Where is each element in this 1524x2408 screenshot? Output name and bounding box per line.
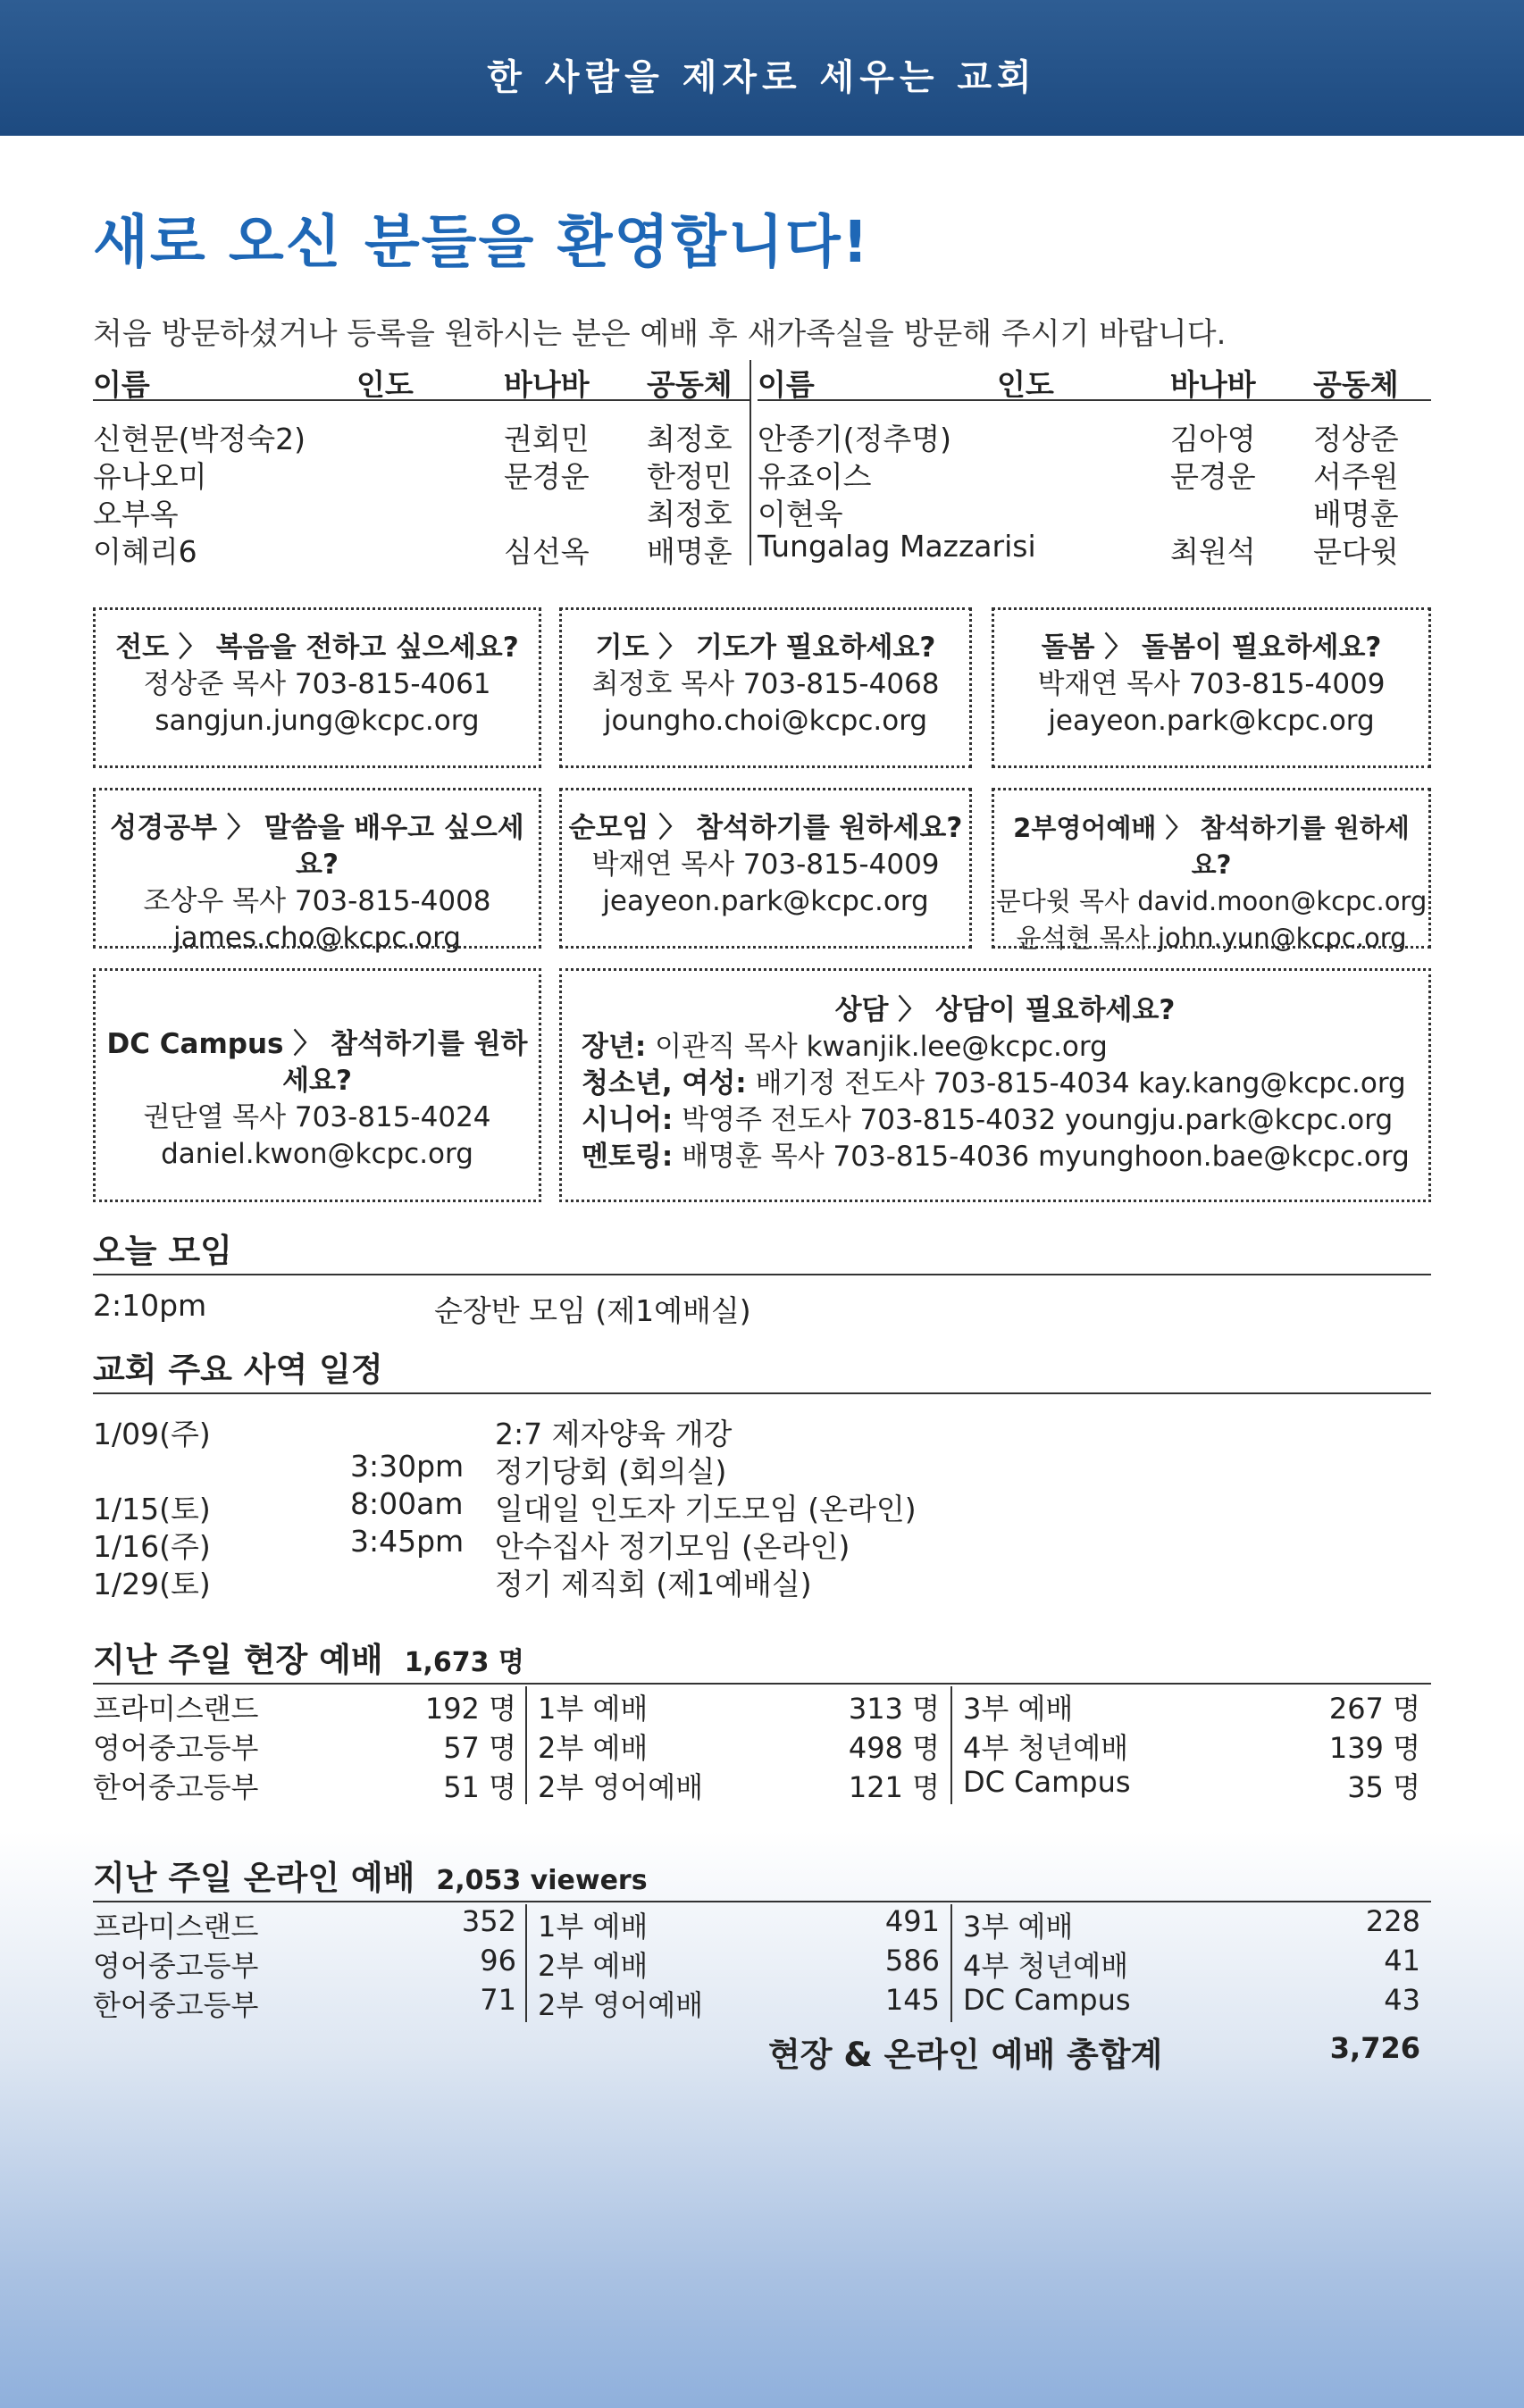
newcomer-name: 유나오미 bbox=[93, 459, 207, 494]
newcomer-community: 배명훈 bbox=[647, 534, 733, 569]
header-bar bbox=[0, 0, 1524, 136]
att-label: 프라미스랜드 bbox=[93, 1910, 259, 1944]
counsel-row bbox=[582, 1139, 1428, 1175]
newcomer-row bbox=[758, 416, 1431, 454]
online-title-text: 지난 주일 온라인 예배 bbox=[93, 1859, 415, 1897]
dc-campus-box bbox=[93, 968, 541, 1202]
att-value: 139 명 bbox=[1328, 1731, 1420, 1765]
newcomer-name: 안종기(정추명) bbox=[758, 422, 952, 456]
online-row bbox=[93, 1944, 1431, 1983]
newcomer-banaba: 권회민 bbox=[504, 422, 590, 456]
today-event: 순장반 모임 (제1예배실) bbox=[434, 1293, 751, 1328]
att-label: DC Campus bbox=[963, 1765, 1131, 1799]
att-value: 313 명 bbox=[848, 1692, 940, 1726]
counsel-text: 박영주 전도사 703-815-4032 youngju.park@kcpc.org bbox=[682, 1104, 1394, 1136]
box-email: daniel.kwon@kcpc.org bbox=[161, 1138, 473, 1170]
newcomer-row bbox=[93, 529, 750, 569]
att-label: 프라미스랜드 bbox=[93, 1692, 259, 1726]
box-email: sangjun.jung@kcpc.org bbox=[155, 705, 480, 737]
counsel-label: 시니어: bbox=[582, 1104, 674, 1136]
onsite-total: 1,673 명 bbox=[404, 1647, 524, 1678]
newcomer-community: 정상준 bbox=[1313, 422, 1399, 456]
box-contact: 조상우 목사 703-815-4008 bbox=[143, 885, 491, 917]
schedule-event: 일대일 인도자 기도모임 (온라인) bbox=[495, 1492, 917, 1526]
att-value: 145 bbox=[884, 1983, 940, 2017]
box-email: jeayeon.park@kcpc.org bbox=[602, 885, 929, 917]
att-label: 2부 영어예배 bbox=[538, 1988, 704, 2022]
care-box bbox=[992, 607, 1431, 768]
today-title-text: 오늘 모임 bbox=[93, 1232, 232, 1270]
box-title: 돌봄 〉 돌봄이 필요하세요? bbox=[1041, 631, 1382, 664]
box-title: 기도 〉 기도가 필요하세요? bbox=[595, 631, 936, 664]
att-value: 71 bbox=[480, 1983, 516, 2017]
header-community: 공동체 bbox=[1313, 367, 1399, 402]
box-contact: 윤석현 목사 john.yun@kcpc.org bbox=[1016, 923, 1407, 953]
box-title: 상담 〉 상담이 필요하세요? bbox=[834, 994, 1176, 1026]
newcomer-name: 이혜리6 bbox=[93, 534, 197, 569]
newcomer-table-left bbox=[93, 360, 750, 569]
newcomer-banaba: 심선옥 bbox=[504, 534, 590, 569]
att-value: 51 명 bbox=[443, 1770, 516, 1804]
att-label: 1부 예배 bbox=[538, 1692, 649, 1726]
grand-total-label: 현장 & 온라인 예배 총합계 bbox=[768, 2036, 1163, 2074]
att-label: 1부 예배 bbox=[538, 1910, 649, 1944]
online-row bbox=[93, 1904, 1431, 1944]
att-value: 35 명 bbox=[1347, 1770, 1420, 1804]
schedule-event: 정기당회 (회의실) bbox=[495, 1454, 727, 1489]
online-total: 2,053 viewers bbox=[436, 1865, 648, 1896]
onsite-row bbox=[93, 1686, 1431, 1726]
att-label: 영어중고등부 bbox=[93, 1731, 259, 1765]
online-table bbox=[93, 1904, 1431, 2022]
schedule-date: 1/16(주) bbox=[93, 1529, 211, 1564]
att-value: 267 명 bbox=[1328, 1692, 1420, 1726]
online-title bbox=[93, 1851, 1431, 1902]
prayer-box bbox=[559, 607, 972, 768]
att-label: 3부 예배 bbox=[963, 1692, 1074, 1726]
newcomer-banaba: 최원석 bbox=[1170, 534, 1256, 569]
att-label: 2부 예배 bbox=[538, 1949, 649, 1983]
bulletin-page bbox=[93, 196, 1431, 2074]
newcomer-community: 최정호 bbox=[647, 422, 733, 456]
newcomer-name: 신현문(박정숙2) bbox=[93, 422, 306, 456]
newcomer-row bbox=[758, 491, 1431, 529]
att-value: 43 bbox=[1384, 1983, 1420, 2017]
schedule-time: 8:00am bbox=[350, 1486, 464, 1521]
newcomer-community: 배명훈 bbox=[1313, 497, 1399, 531]
newcomer-row bbox=[93, 491, 750, 529]
header-banaba: 바나바 bbox=[1170, 367, 1256, 402]
newcomer-community: 최정호 bbox=[647, 497, 733, 531]
schedule-event: 2:7 제자양육 개강 bbox=[495, 1417, 733, 1451]
today-time: 2:10pm bbox=[93, 1288, 207, 1323]
schedule-time: 3:30pm bbox=[350, 1449, 465, 1484]
onsite-title-text: 지난 주일 현장 예배 bbox=[93, 1641, 383, 1679]
onsite-row bbox=[93, 1765, 1431, 1804]
header-name: 이름 bbox=[758, 367, 815, 402]
box-contact: 문다윗 목사 david.moon@kcpc.org bbox=[995, 886, 1428, 916]
box-title: 2부영어예배 〉 참석하기를 원하세요? bbox=[1013, 813, 1410, 880]
newcomer-row bbox=[93, 454, 750, 494]
box-email: james.cho@kcpc.org bbox=[173, 922, 461, 954]
att-value: 586 bbox=[884, 1944, 940, 1977]
counsel-text: 배기정 전도사 703-815-4034 kay.kang@kcpc.org bbox=[755, 1067, 1406, 1099]
counseling-box bbox=[559, 968, 1431, 1202]
box-contact: 최정호 목사 703-815-4068 bbox=[591, 668, 940, 700]
box-email: jeayeon.park@kcpc.org bbox=[1048, 705, 1375, 737]
schedule-title bbox=[93, 1342, 1431, 1394]
newcomer-row bbox=[758, 454, 1431, 494]
att-label: DC Campus bbox=[963, 1983, 1131, 2017]
newcomer-community: 서주원 bbox=[1313, 459, 1399, 494]
evangelism-box bbox=[93, 607, 541, 768]
header-name: 이름 bbox=[93, 367, 150, 402]
att-value: 192 명 bbox=[424, 1692, 516, 1726]
att-value: 228 bbox=[1365, 1904, 1420, 1938]
att-value: 121 명 bbox=[848, 1770, 940, 1804]
onsite-row bbox=[93, 1726, 1431, 1765]
header-guide: 인도 bbox=[356, 367, 414, 402]
today-title bbox=[93, 1224, 1431, 1275]
newcomer-banaba: 김아영 bbox=[1170, 422, 1256, 456]
att-value: 57 명 bbox=[443, 1731, 516, 1765]
counsel-label: 청소년, 여성: bbox=[582, 1067, 747, 1099]
header-banaba: 바나바 bbox=[504, 367, 590, 402]
newcomer-name: 이현욱 bbox=[758, 497, 843, 531]
att-value: 352 bbox=[461, 1904, 516, 1938]
newcomer-name: 오부옥 bbox=[93, 497, 179, 531]
schedule-event: 정기 제직회 (제1예배실) bbox=[495, 1567, 812, 1601]
counsel-label: 장년: bbox=[582, 1031, 647, 1063]
box-title: 전도 〉 복음을 전하고 싶으세요? bbox=[115, 631, 519, 664]
att-label: 2부 예배 bbox=[538, 1731, 649, 1765]
box-email: joungho.choi@kcpc.org bbox=[603, 705, 928, 737]
newcomer-name: 유죠이스 bbox=[758, 459, 872, 494]
counsel-row bbox=[582, 1029, 1428, 1066]
newcomer-divider bbox=[749, 360, 751, 565]
small-group-box bbox=[559, 788, 972, 949]
schedule-time: 3:45pm bbox=[350, 1524, 465, 1559]
schedule-date: 1/09(주) bbox=[93, 1417, 211, 1451]
newcomer-row bbox=[93, 416, 750, 454]
att-label: 3부 예배 bbox=[963, 1910, 1074, 1944]
counsel-label: 멘토링: bbox=[582, 1141, 674, 1173]
onsite-title bbox=[93, 1633, 1431, 1685]
att-label: 2부 영어예배 bbox=[538, 1770, 704, 1804]
newcomer-table-right bbox=[758, 360, 1431, 569]
header-community: 공동체 bbox=[647, 367, 733, 402]
newcomer-row bbox=[758, 529, 1431, 569]
box-contact: 박재연 목사 703-815-4009 bbox=[591, 849, 940, 881]
counsel-row bbox=[582, 1066, 1428, 1102]
newcomer-name: Tungalag Mazzarisi bbox=[758, 529, 1036, 564]
att-label: 4부 청년예배 bbox=[963, 1949, 1129, 1983]
newcomer-banaba: 문경운 bbox=[1170, 459, 1256, 494]
att-label: 한어중고등부 bbox=[93, 1988, 259, 2022]
schedule-title-text: 교회 주요 사역 일정 bbox=[93, 1350, 383, 1389]
welcome-subtitle: 처음 방문하셨거나 등록을 원하시는 분은 예배 후 새가족실을 방문해 주시기 바랍니다. bbox=[93, 316, 1227, 352]
newcomer-header bbox=[758, 360, 1431, 401]
att-value: 96 bbox=[480, 1944, 516, 1977]
counsel-text: 이관직 목사 kwanjik.lee@kcpc.org bbox=[655, 1031, 1108, 1063]
att-label: 영어중고등부 bbox=[93, 1949, 259, 1983]
newcomer-table bbox=[93, 360, 1431, 569]
counsel-row bbox=[582, 1102, 1428, 1139]
newcomer-header bbox=[93, 360, 750, 401]
att-label: 한어중고등부 bbox=[93, 1770, 259, 1804]
box-title: DC Campus 〉 참석하기를 원하세요? bbox=[106, 1028, 528, 1097]
bible-study-box bbox=[93, 788, 541, 954]
att-label: 4부 청년예배 bbox=[963, 1731, 1129, 1765]
counsel-text: 배명훈 목사 703-815-4036 myunghoon.bae@kcpc.org bbox=[682, 1141, 1410, 1173]
schedule-date: 1/15(토) bbox=[93, 1492, 211, 1526]
box-contact: 정상준 목사 703-815-4061 bbox=[143, 668, 491, 700]
att-value: 41 bbox=[1384, 1944, 1420, 1977]
box-title: 성경공부 〉 말씀을 배우고 싶으세요? bbox=[110, 812, 524, 881]
newcomer-community: 문다윗 bbox=[1313, 534, 1399, 569]
box-title: 순모임 〉 참석하기를 원하세요? bbox=[568, 812, 963, 844]
att-value: 498 명 bbox=[848, 1731, 940, 1765]
schedule-event: 안수집사 정기모임 (온라인) bbox=[495, 1529, 850, 1564]
online-row bbox=[93, 1983, 1431, 2022]
box-contact: 박재연 목사 703-815-4009 bbox=[1037, 668, 1386, 700]
onsite-table bbox=[93, 1686, 1431, 1804]
grand-total-value: 3,726 bbox=[1329, 2031, 1420, 2065]
box-contact: 권단열 목사 703-815-4024 bbox=[143, 1101, 491, 1133]
newcomer-banaba: 문경운 bbox=[504, 459, 590, 494]
schedule-date: 1/29(토) bbox=[93, 1567, 211, 1601]
english-service-box bbox=[992, 788, 1431, 953]
newcomer-community: 한정민 bbox=[647, 459, 733, 494]
att-value: 491 bbox=[884, 1904, 940, 1938]
church-motto: 한 사람을 제자로 세우는 교회 bbox=[487, 57, 1037, 98]
header-guide: 인도 bbox=[997, 367, 1054, 402]
welcome-title: 새로 오신 분들을 환영합니다! bbox=[93, 210, 870, 276]
